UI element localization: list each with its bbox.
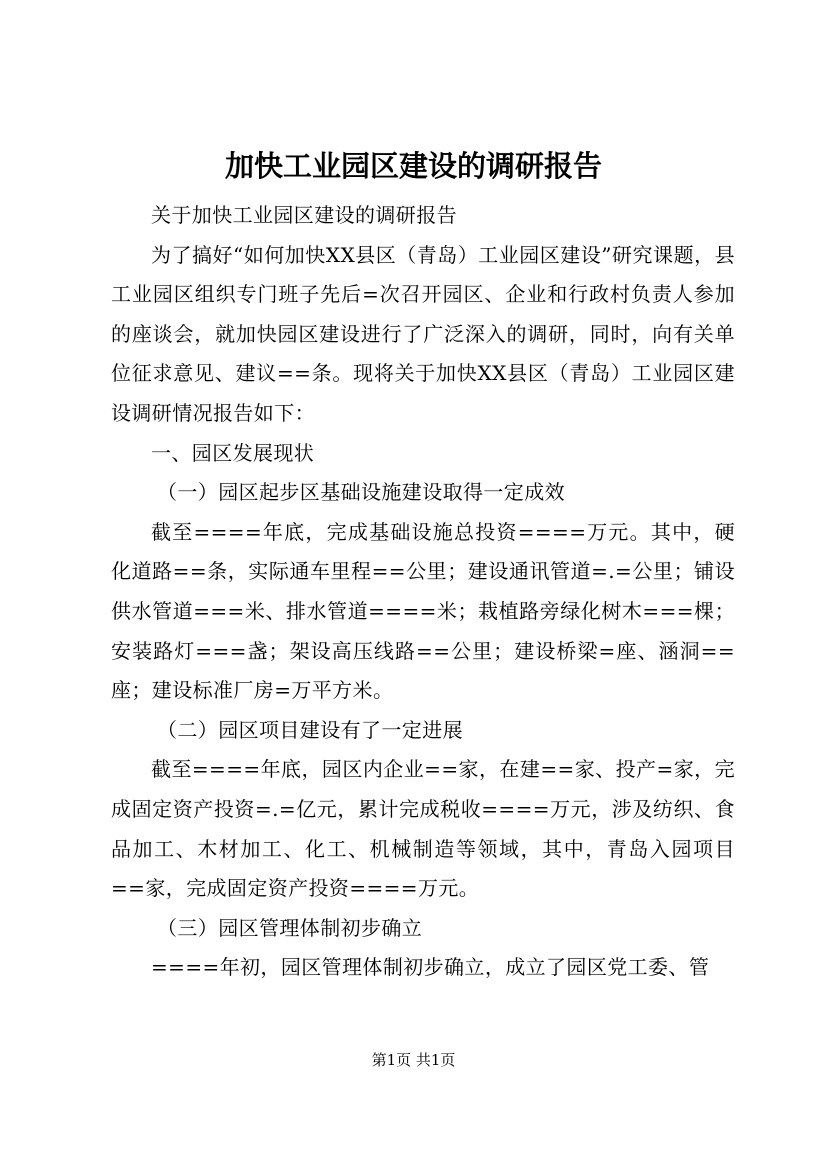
document-body bbox=[111, 196, 735, 988]
subsection-heading: （二）园区项目建设有了一定进展 bbox=[157, 717, 463, 742]
body-paragraph: 为了搞好“如何加快XX县区（青岛）工业园区建设”研究课题，县工业园区组织专门班子先后=次召开园区、企业和行政村负责人参加的座谈会，就加快园区建设进行了广泛深入的调研，同时，向有关单位征求意见、建议==条。现将关于加快XX县区（青岛）工业园区建设调研情况报告如下： bbox=[111, 242, 735, 425]
subsection-heading: （三）园区管理体制初步确立 bbox=[157, 915, 423, 940]
section-heading: 一、园区发展现状 bbox=[151, 440, 315, 465]
page-footer: 第1页 共1页 bbox=[371, 1051, 456, 1069]
body-paragraph: 截至====年底，园区内企业==家，在建==家、投产=家，完成固定资产投资=.=亿元，累计完成税收====万元，涉及纺织、食品加工、木材加工、化工、机械制造等领域，其中，青岛入园项目==家，完成固定资产投资====万元。 bbox=[111, 757, 735, 901]
subsection-heading: （一）园区起步区基础设施建设取得一定成效 bbox=[157, 480, 565, 505]
body-paragraph: 关于加快工业园区建设的调研报告 bbox=[151, 203, 457, 227]
body-paragraph: 截至====年底，完成基础设施总投资====万元。其中，硬化道路==条，实际通车里程==公里；建设通讯管道=.=公里；铺设供水管道===米、排水管道====米；栽植路旁绿化树木===棵；安装路灯===盏；架设高压线路==公里；建设桥梁=座、涵洞==座；建设标准厂房=万平方米。 bbox=[111, 519, 735, 703]
body-paragraph: ====年初，园区管理体制初步确立，成立了园区党工委、管 bbox=[151, 955, 710, 980]
document-title: 加快工业园区建设的调研报告 bbox=[224, 149, 602, 183]
